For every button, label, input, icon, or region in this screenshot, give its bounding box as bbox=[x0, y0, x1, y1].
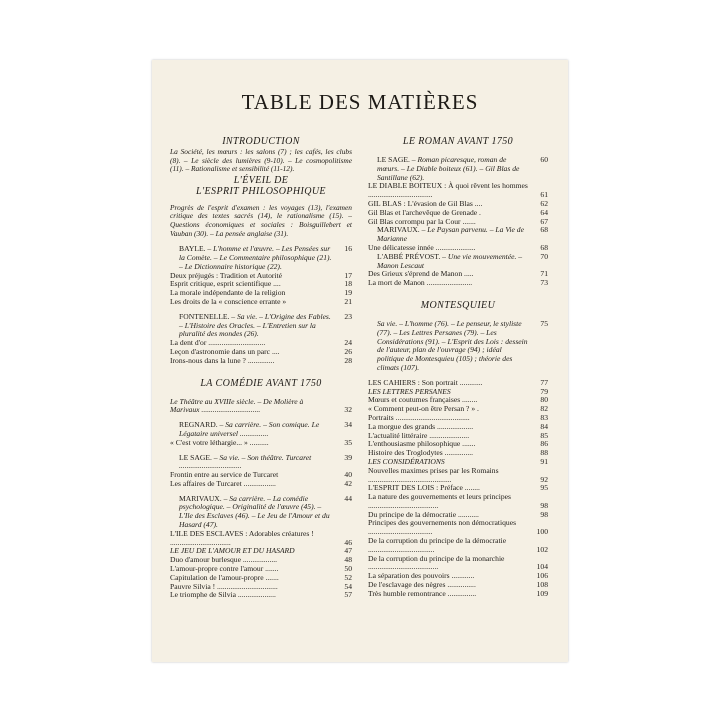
entry-text: Du principe de la démocratie ........... bbox=[368, 509, 479, 519]
toc-entry[interactable] bbox=[368, 467, 548, 485]
toc-list-prevost bbox=[368, 270, 548, 288]
page-number: 34 bbox=[344, 420, 352, 430]
entry-text: De la corruption du principe de la démocratie ................................... bbox=[368, 536, 507, 554]
page-number: 75 bbox=[540, 318, 548, 328]
page-number: 79 bbox=[540, 386, 548, 396]
toc-author-entry-bayle[interactable] bbox=[170, 245, 352, 271]
entry-text: LES LETTRES PERSANES bbox=[368, 386, 451, 396]
toc-author-entry-lesage[interactable] bbox=[170, 454, 352, 472]
page-number: 104 bbox=[536, 562, 548, 572]
page-number: 28 bbox=[344, 355, 352, 365]
page-number: 61 bbox=[540, 190, 548, 200]
entry-text: Principes des gouvernements non démocratiques .................................. bbox=[368, 518, 517, 537]
page-number: 71 bbox=[540, 269, 548, 279]
entry-text: Gil Blas et l'archevêque de Grenade . bbox=[368, 207, 481, 217]
page-number: 83 bbox=[540, 412, 548, 422]
book-page bbox=[152, 60, 568, 662]
toc-entry[interactable] bbox=[170, 591, 352, 600]
author-heading: FONTENELLE. bbox=[179, 311, 230, 321]
page-number: 47 bbox=[344, 546, 352, 556]
page-number: 95 bbox=[540, 483, 548, 493]
author-summary: – Le Paysan parvenu. – La Vie de Marianne bbox=[377, 225, 524, 244]
entry-text: Capitulation de l'amour-propre ....... bbox=[170, 572, 279, 582]
toc-entry[interactable] bbox=[368, 537, 548, 555]
section-title-montesquieu: MONTESQUIEU bbox=[420, 299, 496, 311]
author-heading: MARIVAUX. bbox=[179, 493, 222, 503]
entry-text: La morgue des grands ................... bbox=[368, 421, 474, 431]
entry-text: « C'est votre léthargie... » .......... bbox=[170, 437, 269, 447]
author-heading: LE SAGE. bbox=[179, 452, 212, 462]
entry-text: Deux préjugés : Tradition et Autorité bbox=[170, 270, 282, 280]
author-summary: – Sa vie. – L'Origine des Fables. – L'Histoire des Oracles. – L'Entretien sur la pluralité des mondes (26). bbox=[179, 311, 331, 339]
page-number: 92 bbox=[540, 474, 548, 484]
entry-text: La nature des gouvernements et leurs principes ..................................... bbox=[368, 492, 511, 510]
page-number: 82 bbox=[540, 404, 548, 414]
toc-entry[interactable] bbox=[170, 439, 352, 448]
page-number: 50 bbox=[344, 564, 352, 574]
author-heading: L'ABBÉ PRÉVOST. bbox=[377, 251, 441, 261]
entry-text: Pauvre Silvia ! ................................ bbox=[170, 581, 278, 591]
toc-list-fontenelle bbox=[170, 339, 352, 365]
author-heading: MARIVAUX. bbox=[377, 225, 420, 235]
entry-text: Leçon d'astronomie dans un parc .... bbox=[170, 346, 280, 356]
eveil-summary: Progrès de l'esprit d'examen : les voyages (13), l'examen critique des textes sacrés (14), le rationalisme (15). – Questions économiques et sociales : Boisguillebert et Vauban (30). – La pensée anglaise (31). bbox=[170, 202, 352, 238]
page-number: 54 bbox=[344, 581, 352, 591]
entry-text: Gil Blas corrompu par la Cour ....... bbox=[368, 216, 476, 226]
entry-text: LES CONSIDÉRATIONS bbox=[368, 456, 445, 466]
page-number: 35 bbox=[344, 437, 352, 447]
author-summary: – Sa carrière. – Son comique. Le Légataire universel ............... bbox=[179, 420, 320, 438]
toc-entry[interactable] bbox=[368, 182, 548, 200]
entry-text: Irons-nous dans la lune ? .............. bbox=[170, 355, 275, 365]
entry-text: L'enthousiasme philosophique ....... bbox=[368, 439, 476, 449]
entry-text: La séparation des pouvoirs ............ bbox=[368, 571, 475, 581]
toc-list-lesage bbox=[170, 471, 352, 489]
author-heading: LE SAGE. bbox=[377, 155, 410, 164]
entry-text: De la corruption du principe de la monarchie ..................................... bbox=[368, 553, 505, 572]
section-title-eveil-line-1: L'ÉVEIL DE bbox=[233, 174, 289, 186]
page-number: 21 bbox=[344, 296, 352, 306]
toc-list-bayle bbox=[170, 272, 352, 307]
page-number: 26 bbox=[344, 346, 352, 356]
page-number: 108 bbox=[536, 580, 548, 590]
page-number: 24 bbox=[344, 338, 352, 348]
page-number: 57 bbox=[344, 590, 352, 600]
toc-list-lesage-roman bbox=[368, 182, 548, 226]
entry-text: LE DIABLE BOITEUX : À quoi rêvent les hommes .................................. bbox=[368, 181, 528, 200]
toc-entry-montesquieu-summary[interactable] bbox=[368, 320, 548, 373]
entry-text: Très humble remontrance ............... bbox=[368, 588, 477, 598]
toc-author-entry-lesage-roman[interactable] bbox=[368, 156, 548, 182]
toc-list-marivaux bbox=[170, 530, 352, 600]
page-number: 77 bbox=[540, 377, 548, 387]
entry-text: L'amour-propre contre l'amour ....... bbox=[170, 564, 279, 574]
entry-text: La mort de Manon ........................ bbox=[368, 278, 473, 288]
entry-text: Une délicatesse innée ..................... bbox=[368, 242, 476, 252]
entry-text: LE JEU DE L'AMOUR ET DU HASARD bbox=[170, 546, 295, 556]
page-number: 80 bbox=[540, 395, 548, 405]
entry-text: Le triomphe de Silvia .................... bbox=[170, 590, 276, 600]
author-summary: – Roman picaresque, roman de mœurs. – Le Diable boiteux (61). – Gil Blas de Santillane (62). bbox=[377, 155, 520, 182]
toc-entry[interactable] bbox=[170, 357, 352, 366]
page-number: 46 bbox=[344, 537, 352, 547]
toc-entry[interactable] bbox=[368, 590, 548, 599]
page-number: 102 bbox=[536, 544, 548, 554]
toc-right-column bbox=[368, 136, 548, 599]
toc-entry[interactable] bbox=[170, 530, 352, 548]
toc-author-entry-marivaux-roman[interactable] bbox=[368, 226, 548, 244]
toc-left-column bbox=[170, 136, 352, 600]
entry-text: « Comment peut-on être Persan ? » . bbox=[368, 404, 479, 414]
entry-text: Portraits ....................................... bbox=[368, 412, 470, 422]
toc-entry[interactable] bbox=[170, 480, 352, 489]
page-number: 16 bbox=[344, 244, 352, 254]
page-number: 109 bbox=[536, 588, 548, 598]
entry-text: Histoire des Troglodytes ............... bbox=[368, 448, 474, 458]
page-number: 98 bbox=[540, 500, 548, 510]
toc-list-montesquieu bbox=[368, 379, 548, 599]
page-number: 19 bbox=[344, 288, 352, 298]
page-number: 67 bbox=[540, 216, 548, 226]
entry-text: Mœurs et coutumes françaises ........ bbox=[368, 395, 478, 405]
entry-text: Des Grieux s'éprend de Manon ..... bbox=[368, 269, 474, 279]
entry-text: Nouvelles maximes prises par les Romains ............................................ bbox=[368, 465, 499, 484]
toc-entry[interactable] bbox=[170, 298, 352, 307]
author-summary: – Sa vie. – Son théâtre. Turcaret ................................. bbox=[179, 452, 312, 471]
page-number: 42 bbox=[344, 478, 352, 488]
author-heading: REGNARD. bbox=[179, 420, 218, 430]
author-summary: – Sa carrière. – La comédie psychologique. – Originalité de l'œuvre (45). – L'Ile des Esclaves (46). – Le Jeu de l'Amour et du Hasard (47). bbox=[179, 493, 330, 530]
page-number: 39 bbox=[344, 452, 352, 462]
author-heading: BAYLE. bbox=[179, 244, 206, 254]
page-number: 18 bbox=[344, 279, 352, 289]
page-number: 91 bbox=[540, 456, 548, 466]
section-title-roman: LE ROMAN AVANT 1750 bbox=[402, 136, 514, 147]
page-number: 64 bbox=[540, 207, 548, 217]
page-number: 85 bbox=[540, 430, 548, 440]
toc-author-entry-marivaux[interactable] bbox=[170, 495, 352, 530]
section-title-introduction: INTRODUCTION bbox=[222, 136, 300, 147]
section-title-comedie: LA COMÉDIE AVANT 1750 bbox=[200, 377, 322, 389]
page-number: 40 bbox=[344, 470, 352, 480]
page-title: TABLE DES MATIÈRES bbox=[241, 90, 479, 115]
section-title-eveil-line-2: L'ESPRIT PHILOSOPHIQUE bbox=[196, 185, 326, 197]
toc-author-entry-regnard[interactable] bbox=[170, 421, 352, 439]
toc-author-entry-fontenelle[interactable] bbox=[170, 313, 352, 339]
entry-text: GIL BLAS : L'évasion de Gil Blas .... bbox=[368, 198, 483, 208]
author-summary: – Une vie mouvementée. – Manon Lescaut bbox=[377, 251, 523, 270]
page-number: 68 bbox=[540, 242, 548, 252]
entry-text: Sa vie. – L'homme (76). – Le penseur, le styliste (77). – Les Lettres Persanes (79). – Les Considérations (91). – L'Esprit des Lois : dessein de l'auteur, plan de l'ouvrage (94) ; idéal politique de Montesquieu (105) ; théorie des climats (107). bbox=[377, 318, 528, 372]
entry-text: L'ILE DES ESCLAVES : Adorables créatures ! ................................ bbox=[170, 528, 314, 547]
toc-entry[interactable] bbox=[368, 279, 548, 288]
toc-list-regnard bbox=[170, 439, 352, 448]
entry-text: La dent d'or .............................. bbox=[170, 338, 266, 348]
toc-author-entry-prevost[interactable] bbox=[368, 253, 548, 271]
toc-entry[interactable] bbox=[368, 493, 548, 511]
page-number: 60 bbox=[540, 155, 548, 164]
entry-text: L'ESPRIT DES LOIS : Préface ........ bbox=[368, 483, 480, 493]
entry-text: L'actualité littéraire ..................... bbox=[368, 430, 470, 440]
page-number: 73 bbox=[540, 278, 548, 288]
page-number: 86 bbox=[540, 439, 548, 449]
page-number: 44 bbox=[344, 493, 352, 503]
entry-text: Les droits de la « conscience errante » bbox=[170, 296, 287, 306]
toc-entry[interactable] bbox=[368, 555, 548, 573]
page-number: 23 bbox=[344, 311, 352, 321]
introduction-summary: La Société, les mœurs : les salons (7) ; les cafés, les clubs (8). – Le siècle des lumières (9-10). – Le cosmopolitisme (11). – Rationalisme et sensibilité (11-12). bbox=[170, 147, 352, 174]
page-number: 52 bbox=[344, 572, 352, 582]
page-number: 98 bbox=[540, 509, 548, 519]
page-number: 32 bbox=[344, 405, 352, 415]
author-summary: – L'homme et l'œuvre. – Les Pensées sur la Comète. – Le Commentaire philosophique (21). – Le Dictionnaire historique (22). bbox=[179, 244, 332, 271]
entry-text: La morale indépendante de la religion bbox=[170, 288, 286, 298]
entry-text: De l'esclavage des nègres ............... bbox=[368, 580, 476, 590]
entry-text: Esprit critique, esprit scientifique .... bbox=[170, 279, 281, 289]
entry-text: Le Théâtre au XVIIIe siècle. – De Molière à Marivaux ............................... bbox=[170, 396, 304, 415]
entry-text: Duo d'amour burlesque .................. bbox=[170, 555, 278, 565]
entry-text: Frontin entre au service de Turcaret bbox=[170, 470, 279, 480]
page-number: 68 bbox=[540, 225, 548, 235]
page-number: 84 bbox=[540, 421, 548, 431]
page-number: 100 bbox=[536, 527, 548, 537]
page-number: 88 bbox=[540, 448, 548, 458]
toc-entry[interactable] bbox=[368, 519, 548, 537]
toc-entry-comedie-summary[interactable] bbox=[170, 398, 352, 416]
entry-text: LES CAHIERS : Son portrait ............ bbox=[368, 377, 483, 387]
page-number: 17 bbox=[344, 270, 352, 280]
page-number: 106 bbox=[536, 571, 548, 581]
entry-text: Les affaires de Turcaret ................. bbox=[170, 478, 276, 488]
page-number: 62 bbox=[540, 198, 548, 208]
page-number: 48 bbox=[344, 555, 352, 565]
page-number: 70 bbox=[540, 251, 548, 261]
